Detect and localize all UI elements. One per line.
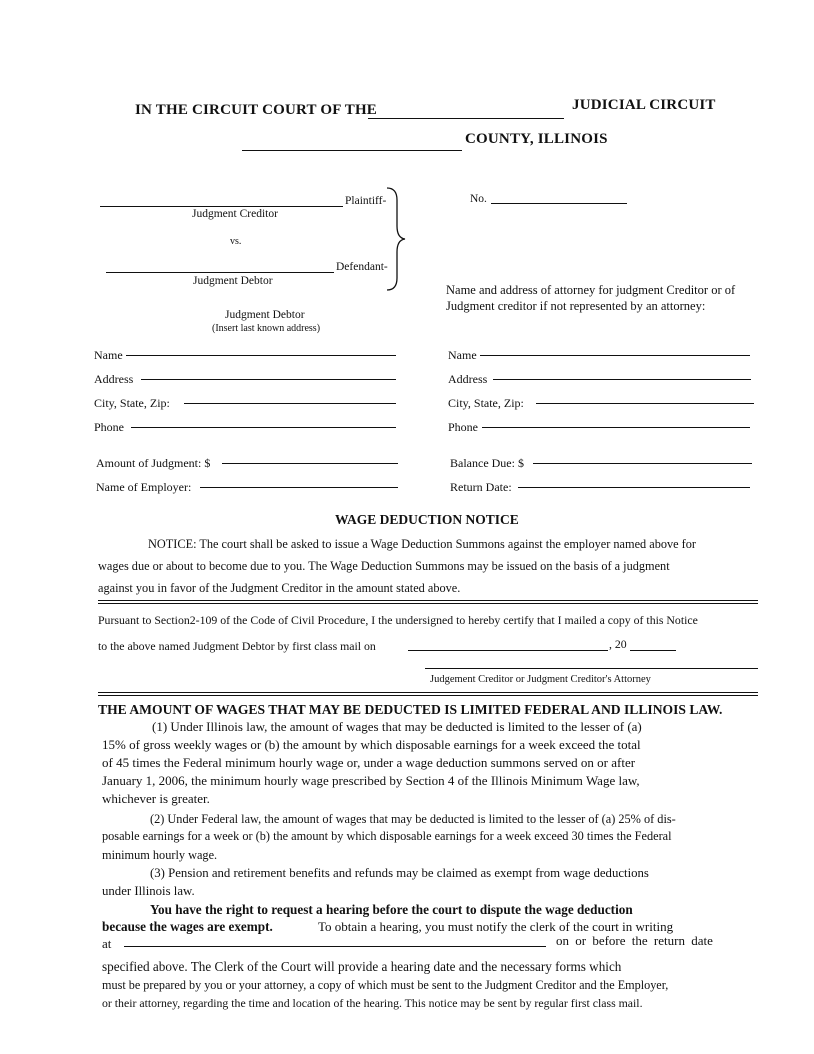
notice-line-1: NOTICE: The court shall be asked to issue a Wage Deduction Summons against the employer named above for: [148, 537, 697, 551]
p4-line-6: or their attorney, regarding the time and location of the hearing. This notice may be sent by regular first class mail.: [102, 996, 643, 1010]
balance-due-field[interactable]: [533, 463, 752, 464]
divider-1b: [98, 603, 758, 604]
p4-bold-1: You have the right to request a hearing before the court to dispute the wage deduction: [150, 902, 633, 917]
defendant-blank[interactable]: [106, 272, 334, 273]
attorney-address-label: Address: [448, 372, 488, 386]
judgment-debtor-label: Judgment Debtor: [193, 275, 273, 287]
return-date-field[interactable]: [518, 487, 750, 488]
case-no-label: No.: [470, 193, 487, 205]
court-heading: IN THE CIRCUIT COURT OF THE: [135, 102, 378, 118]
attorney-name-label: Name: [448, 348, 477, 362]
employer-label: Name of Employer:: [96, 480, 192, 494]
judgment-creditor-label: Judgment Creditor: [192, 208, 278, 220]
debtor-name-field[interactable]: [126, 355, 396, 356]
p4-line-5: must be prepared by you or your attorney, a copy of which must be sent to the Judgment Creditor and the Employer,: [102, 978, 669, 992]
year-prefix: , 20: [609, 637, 627, 651]
p3-line-2: under Illinois law.: [102, 884, 195, 898]
county-blank[interactable]: [242, 150, 462, 151]
p1-line-3: of 45 times the Federal minimum hourly wage or, under a wage deduction summons served on or after: [102, 755, 636, 770]
caption-brace: [385, 186, 407, 292]
attorney-city-field[interactable]: [536, 403, 754, 404]
divider-2a: [98, 692, 758, 693]
notice-line-3: against you in favor of the Judgment Creditor in the amount stated above.: [98, 581, 461, 595]
attorney-phone-field[interactable]: [482, 427, 750, 428]
plaintiff-blank[interactable]: [100, 206, 343, 207]
amount-judgment-field[interactable]: [222, 463, 398, 464]
debtor-subtitle: (Insert last known address): [212, 323, 321, 334]
circuit-blank[interactable]: [368, 118, 564, 119]
attorney-city-label: City, State, Zip:: [448, 396, 524, 410]
return-date-label: Return Date:: [450, 480, 512, 494]
case-no-blank[interactable]: [491, 203, 627, 204]
plaintiff-label: Plaintiff-: [345, 195, 387, 207]
p1-line-4: January 1, 2006, the minimum hourly wage prescribed by Section 4 of the Illinois Minimum Wage law,: [102, 773, 640, 788]
debtor-title: Judgment Debtor: [225, 309, 305, 321]
divider-2b: [98, 695, 758, 696]
p2-line-3: minimum hourly wage.: [102, 848, 218, 862]
debtor-phone-label: Phone: [94, 420, 124, 434]
debtor-city-label: City, State, Zip:: [94, 396, 170, 410]
signature-label: Judgement Creditor or Judgment Creditor's Attorney: [430, 674, 651, 685]
amount-judgment-label: Amount of Judgment: $: [96, 456, 211, 470]
employer-field[interactable]: [200, 487, 398, 488]
defendant-label: Defendant-: [336, 261, 388, 273]
p4-before: on or before the return date: [556, 933, 713, 948]
p1-line-5: whichever is greater.: [102, 791, 210, 806]
balance-due-label: Balance Due: $: [450, 456, 524, 470]
notice-line-2: wages due or about to become due to you. The Wage Deduction Summons may be issued on the basis of a judgment: [98, 559, 670, 573]
p2-line-2: posable earnings for a week or (b) the amount by which disposable earnings for a week exceed 30 times the Federal: [102, 829, 672, 843]
p4-line-4: specified above. The Clerk of the Court will provide a hearing date and the necessary forms which: [102, 959, 622, 974]
p4-at: at: [102, 936, 112, 951]
signature-line[interactable]: [425, 668, 758, 669]
attorney-phone-label: Phone: [448, 420, 478, 434]
notice-title: WAGE DEDUCTION NOTICE: [335, 512, 519, 527]
p3-line-1: (3) Pension and retirement benefits and refunds may be claimed as exempt from wage deductions: [150, 866, 649, 880]
p1-line-2: 15% of gross weekly wages or (b) the amount by which disposable earnings for a week exceed the total: [102, 737, 641, 752]
p1-line-1: (1) Under Illinois law, the amount of wages that may be deducted is limited to the lesser of (a): [152, 719, 642, 734]
divider-1a: [98, 600, 758, 601]
clerk-address-field[interactable]: [124, 946, 546, 947]
debtor-city-field[interactable]: [184, 403, 396, 404]
county-label: COUNTY, ILLINOIS: [465, 131, 608, 147]
debtor-address-field[interactable]: [141, 379, 396, 380]
attorney-header: Name and address of attorney for judgment Creditor or of Judgment creditor if not represented by an attorney:: [446, 283, 736, 313]
debtor-phone-field[interactable]: [131, 427, 396, 428]
cert-line-1: Pursuant to Section2-109 of the Code of Civil Procedure, I the undersigned to hereby certify that I mailed a copy of this Notice: [98, 613, 698, 627]
cert-line-2: to the above named Judgment Debtor by first class mail on: [98, 639, 376, 653]
vs-label: vs.: [230, 236, 242, 247]
p4-bold-2: because the wages are exempt.: [102, 919, 273, 934]
p2-line-1: (2) Under Federal law, the amount of wages that may be deducted is limited to the lesser of (a) 25% of dis-: [150, 812, 676, 826]
debtor-name-label: Name: [94, 348, 123, 362]
debtor-address-label: Address: [94, 372, 134, 386]
year-field[interactable]: [630, 650, 676, 651]
mail-date-field[interactable]: [408, 650, 608, 651]
p4-rest-2: To obtain a hearing, you must notify the clerk of the court in writing: [318, 919, 674, 934]
attorney-name-field[interactable]: [480, 355, 750, 356]
attorney-address-field[interactable]: [493, 379, 751, 380]
judicial-circuit-label: JUDICIAL CIRCUIT: [572, 97, 716, 113]
limits-title: THE AMOUNT OF WAGES THAT MAY BE DEDUCTED IS LIMITED FEDERAL AND ILLINOIS LAW.: [98, 702, 723, 717]
